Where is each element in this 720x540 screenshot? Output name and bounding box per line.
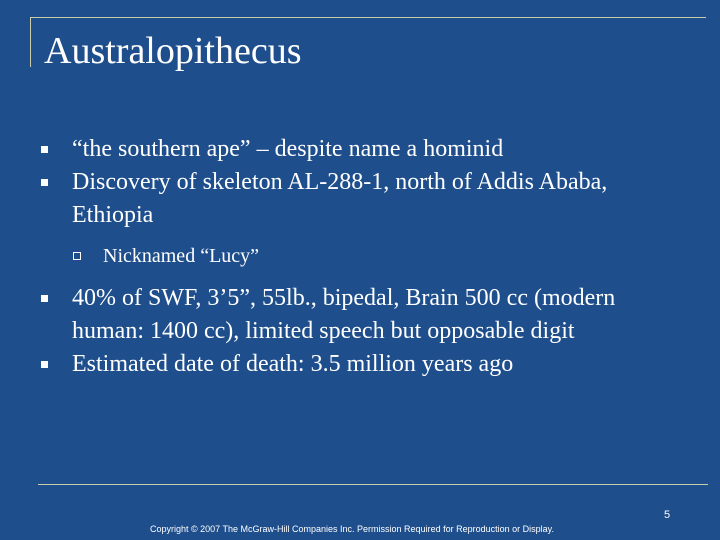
slide-number: 5 bbox=[664, 509, 671, 521]
square-bullet-icon bbox=[41, 295, 48, 302]
sub-bullet-text: Nicknamed “Lucy” bbox=[103, 245, 260, 267]
bullet-text: Discovery of skeleton AL-288-1, north of Addis Ababa, Ethiopia bbox=[72, 169, 608, 228]
bullet-text: Estimated date of death: 3.5 million years ago bbox=[72, 351, 514, 377]
hollow-square-bullet-icon bbox=[73, 252, 81, 260]
bullet-item bbox=[40, 282, 680, 348]
square-bullet-icon bbox=[41, 179, 48, 186]
left-rule bbox=[30, 17, 31, 67]
bottom-rule bbox=[38, 484, 708, 485]
sub-bullet-item bbox=[40, 242, 680, 270]
bullet-item bbox=[40, 166, 680, 232]
slide-title: Australopithecus bbox=[44, 30, 302, 72]
square-bullet-icon bbox=[41, 146, 48, 153]
bullet-item bbox=[40, 133, 680, 166]
bullet-list bbox=[40, 133, 680, 381]
top-rule bbox=[30, 17, 706, 18]
copyright-notice: Copyright © 2007 The McGraw-Hill Companies Inc. Permission Required for Reproduction or Display. bbox=[150, 524, 554, 534]
bullet-item bbox=[40, 348, 680, 381]
bullet-text: “the southern ape” – despite name a hominid bbox=[72, 136, 504, 162]
bullet-text: 40% of SWF, 3’5”, 55lb., bipedal, Brain 500 cc (modern human: 1400 cc), limited speech but opposable digit bbox=[72, 285, 616, 344]
square-bullet-icon bbox=[41, 361, 48, 368]
